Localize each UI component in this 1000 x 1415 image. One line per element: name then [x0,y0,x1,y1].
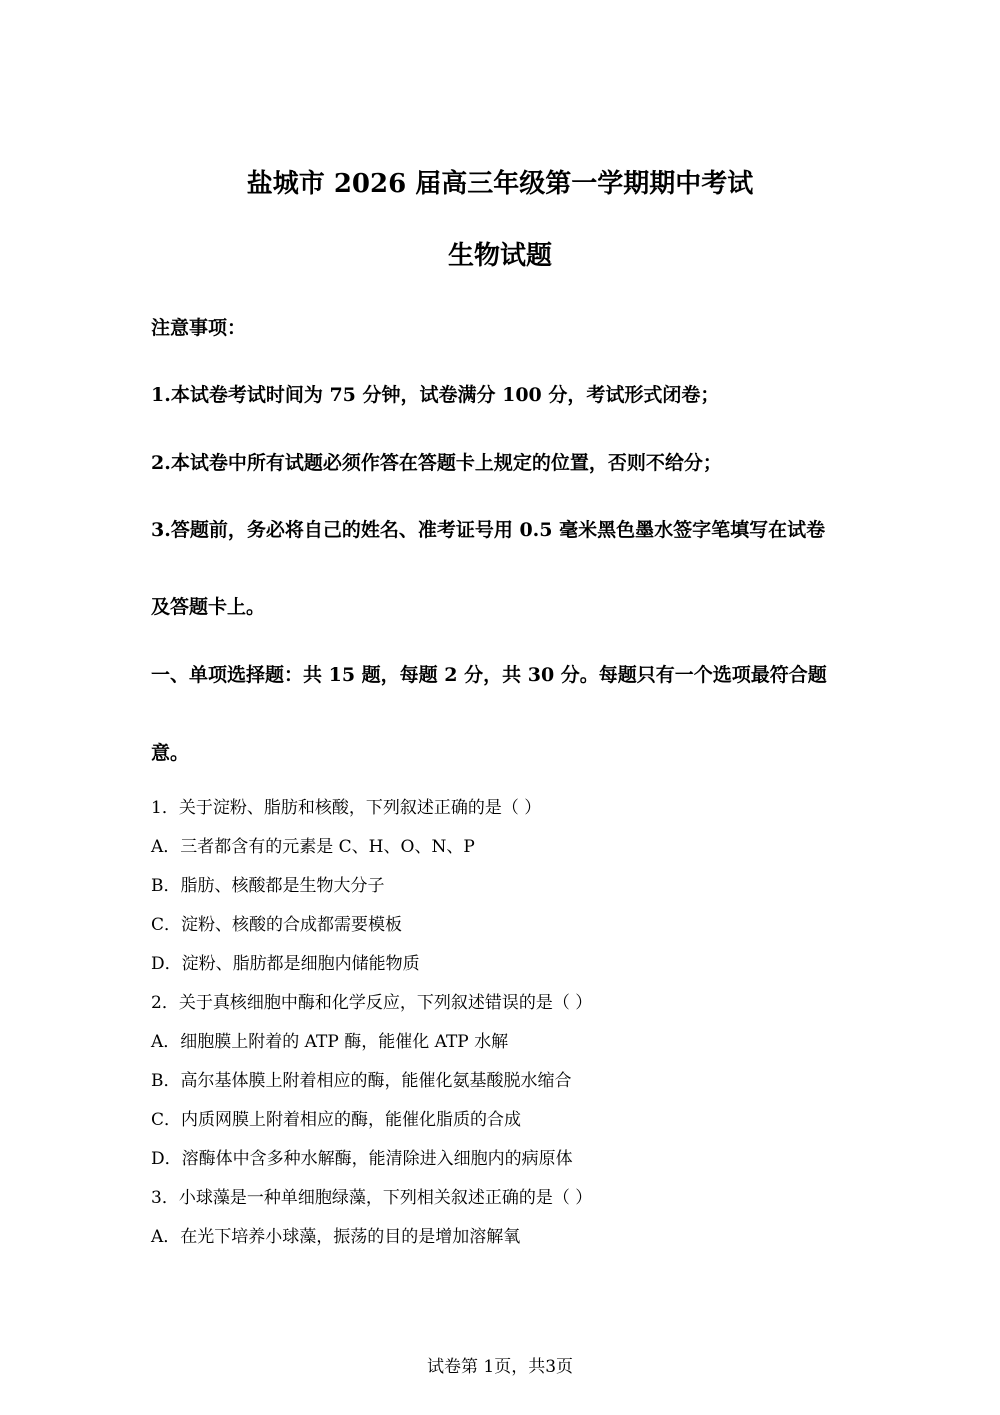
notice-item: 1.本试卷考试时间为 75 分钟，试卷满分 100 分，考试形式闭卷； [151,384,720,406]
question-option: A．三者都含有的元素是 C、H、O、N、P [151,837,475,857]
question-option: B．高尔基体膜上附着相应的酶，能催化氨基酸脱水缩合 [151,1071,572,1091]
question-option: A．在光下培养小球藻，振荡的目的是增加溶解氧 [151,1227,521,1247]
question-option: D．溶酶体中含多种水解酶，能清除进入细胞内的病原体 [151,1149,573,1169]
question-option: B．脂肪、核酸都是生物大分子 [151,876,385,896]
section-heading: 一、单项选择题：共 15 题，每题 2 分，共 30 分。每题只有一个选项最符合题 [151,664,827,686]
question-stem: 3．小球藻是一种单细胞绿藻，下列相关叙述正确的是（ ） [151,1188,593,1208]
question-stem: 2．关于真核细胞中酶和化学反应，下列叙述错误的是（ ） [151,993,593,1013]
question-option: C．内质网膜上附着相应的酶，能催化脂质的合成 [151,1110,522,1130]
question-option: A．细胞膜上附着的 ATP 酶，能催化 ATP 水解 [151,1032,509,1052]
section-heading-continuation: 意。 [151,742,190,764]
question-option: C．淀粉、核酸的合成都需要模板 [151,915,403,935]
exam-subject: 生物试题 [447,241,552,271]
notice-item: 3.答题前，务必将自己的姓名、准考证号用 0.5 毫米黑色墨水签字笔填写在试卷 [151,519,826,541]
question-stem: 1．关于淀粉、脂肪和核酸，下列叙述正确的是（ ） [151,798,542,818]
notice-item: 2.本试卷中所有试题必须作答在答题卡上规定的位置，否则不给分； [151,452,722,474]
exam-title: 盐城市 2026 届高三年级第一学期期中考试 [246,169,754,199]
question-option: D．淀粉、脂肪都是细胞内储能物质 [151,954,420,974]
page-footer: 试卷第 1页，共3页 [426,1357,574,1377]
notice-heading: 注意事项： [151,317,247,339]
notice-item-continuation: 及答题卡上。 [151,596,266,618]
